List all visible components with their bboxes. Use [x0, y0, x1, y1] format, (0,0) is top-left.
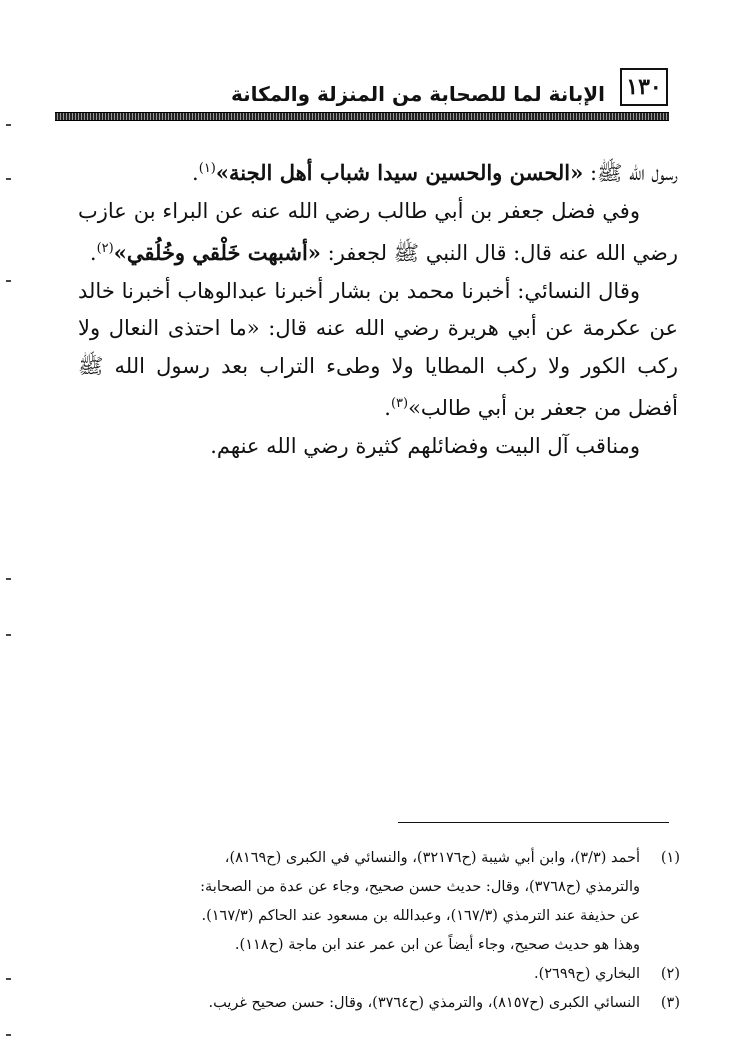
footnote-line: والترمذي (ح٣٧٦٨)، وقال: حديث حسن صحيح، وجاء عن عدة من الصحابة: [200, 879, 640, 895]
paragraph-1 [78, 150, 678, 193]
footnote-line: البخاري (ح٢٦٩٩). [533, 966, 640, 982]
footnote-rule [398, 822, 669, 823]
main-text [78, 150, 678, 465]
footnote-body [60, 989, 640, 1018]
footnote-number: (٣) [660, 995, 680, 1011]
footnote-line: عن حذيفة عند الترمذي (١٦٧/٣)، وعبدالله بن مسعود عند الحاكم (١٦٧/٣). [201, 908, 640, 924]
footnote-1 [60, 844, 680, 960]
footnote-body [60, 960, 640, 989]
margin-mark [6, 1034, 11, 1036]
paragraph-2 [78, 193, 678, 273]
margin-mark [6, 634, 11, 636]
margin-mark [6, 178, 11, 180]
footnote-line: النسائي الكبرى (ح٨١٥٧)، والترمذي (ح٣٧٦٤)، وقال: حسن صحيح غريب. [208, 995, 640, 1011]
text-span: . [89, 241, 97, 265]
text-span: وقال النسائي: أخبرنا محمد بن بشار أخبرنا عبدالوهاب أخبرنا خالد عن عكرمة عن أبي هريرة رضي الله عنه قال: «ما احتذى النعال ولا ركب الكور ولا ركب المطايا ولا وطىء التراب بعد رسول الله ﷺ أفضل من جعفر بن أبي طالب» [78, 278, 678, 420]
footnote-line: أحمد (٣/٣)، وابن أبي شيبة (ح٣٢١٧٦)، والنسائي في الكبرى (ح٨١٦٩)، [224, 850, 640, 866]
hadith-quote: «الحسن والحسين سيدا شباب أهل الجنة» [215, 160, 584, 185]
footnote-body [60, 844, 640, 960]
text-span: . [384, 396, 391, 420]
footnote-number: (١) [660, 850, 680, 866]
footnote-2 [60, 960, 680, 989]
footnote-ref: (١) [198, 161, 216, 176]
footnote-3 [60, 989, 680, 1018]
footnote-number: (٢) [660, 966, 680, 982]
text-span: وفي فضل جعفر بن أبي طالب رضي الله عنه عن البراء بن عازب رضي الله عنه قال: قال النبي ﷺ لجعفر: [78, 198, 678, 265]
footnote-ref: (٣) [390, 396, 409, 411]
margin-mark [6, 280, 11, 282]
footnotes [60, 844, 680, 1018]
paragraph-4: ومناقب آل البيت وفضائلهم كثيرة رضي الله عنهم. [210, 433, 640, 458]
paragraph-3 [78, 273, 678, 428]
margin-mark [6, 578, 11, 580]
text-span: رسول الله ﷺ: [583, 161, 678, 185]
header-rule [55, 112, 669, 121]
text-span: . [192, 161, 199, 185]
footnote-ref: (٢) [96, 241, 114, 256]
page-number: ١٣٠ [620, 68, 668, 106]
running-title: الإبانة لما للصحابة من المنزلة والمكانة [231, 82, 605, 106]
margin-mark [6, 124, 11, 126]
footnote-line: وهذا هو حديث صحيح، وجاء أيضاً عن ابن عمر عند ابن ماجة (ح١١٨). [234, 937, 640, 953]
hadith-quote: «أشبهت خَلْقي وخُلُقي» [113, 240, 321, 265]
margin-mark [6, 978, 11, 980]
